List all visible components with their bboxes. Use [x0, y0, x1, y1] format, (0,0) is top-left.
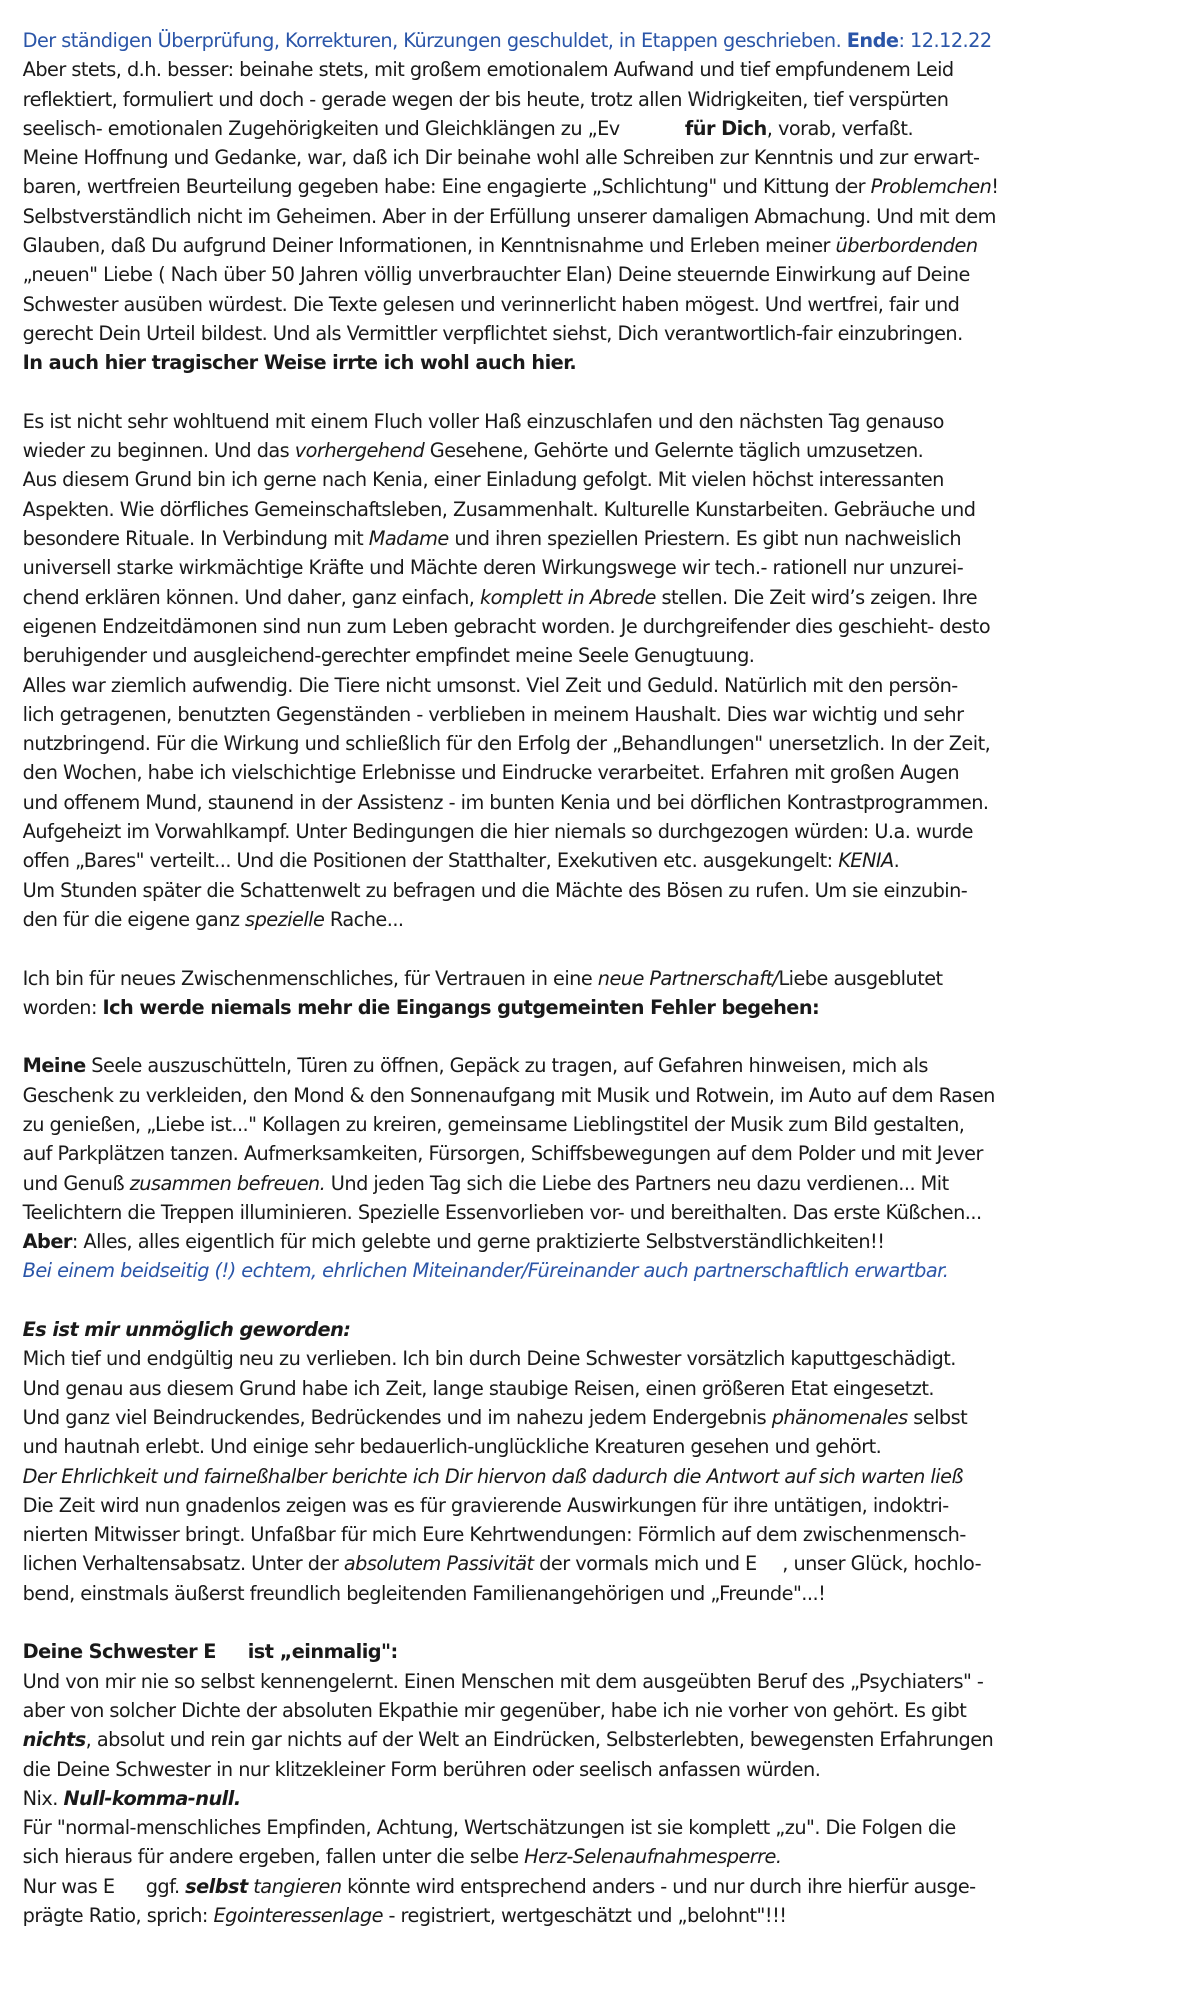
- text-span: Seele auszuschütteln, Türen zu öffnen, Gepäck zu tragen, auf Gefahren hinweisen, mich als: [85, 1054, 928, 1078]
- text-span: Gesehene, Gehörte und Gelernte täglich umzusetzen.: [424, 439, 924, 463]
- italic-span: spezielle: [245, 907, 325, 931]
- text-line: zu genießen, „Liebe ist..." Kollagen zu kreiren, gemeinsame Lieblingstitel der Musik zum Bild gestalten,: [22, 1112, 965, 1136]
- paragraph-unmoeglich: [23, 1315, 1173, 1608]
- italic-span: tangieren: [247, 1874, 342, 1898]
- italic-span: zusammen befreuen.: [129, 1171, 326, 1195]
- text-line: Teelichtern die Treppen illuminieren. Spezielle Essenvorlieben vor- und bereithalten. Das erste Küßchen...: [22, 1200, 982, 1224]
- text-span: Nix.: [22, 1786, 64, 1810]
- text-line: [23, 172, 1173, 201]
- text-line: Für "normal-menschliches Empfinden, Achtung, Wertschätzungen ist sie komplett „zu". Die Folgen die: [22, 1816, 956, 1840]
- text-line: Selbstverständlich nicht im Geheimen. Aber in der Erfüllung unserer damaligen Abmachung. Und mit dem: [22, 204, 996, 228]
- text-line: [23, 1403, 1173, 1432]
- text-span: baren, wertfreien Beurteilung gegeben habe: Eine engagierte „Schlichtung" und Kittung der: [22, 175, 871, 199]
- text-line: [23, 524, 1173, 553]
- text-line: die Deine Schwester in nur klitzekleiner Form berühren oder seelisch anfassen würden.: [22, 1757, 821, 1781]
- spacer: [23, 1286, 1173, 1315]
- bold-italic-span: Null-komma-null.: [63, 1786, 241, 1810]
- paragraph-intro: [23, 55, 1173, 377]
- text-span: - registriert, wertgeschätzt und „belohnt"!!!: [382, 1904, 787, 1927]
- text-span: offen „Bares" verteilt... Und die Positionen der Statthalter, Exekutiven etc. ausgekungelt:: [22, 849, 839, 873]
- text-line: [23, 436, 1173, 465]
- text-line: und offenem Mund, staunend in der Assistenz - im bunten Kenia und bei dörflichen Kontrastprogrammen.: [22, 790, 989, 814]
- text-span: sich hieraus für andere ergeben, fallen unter die selbe: [22, 1845, 525, 1869]
- text-span: und Genuß: [22, 1171, 130, 1195]
- text-line: [23, 1169, 1173, 1198]
- text-line: Schwester ausüben würdest. Die Texte gelesen und verinnerlicht haben mögest. Und wertfrei, fair und: [22, 292, 960, 316]
- text-line: [23, 1227, 1173, 1256]
- text-span: Rache...: [324, 907, 404, 931]
- bold-italic-span: selbst: [185, 1874, 248, 1898]
- text-line: Alles war ziemlich aufwendig. Die Tiere nicht umsonst. Viel Zeit und Geduld. Natürlich mit den persön-: [22, 673, 958, 697]
- text-line: [23, 846, 1173, 875]
- paragraph-meine-seele: [23, 1051, 1173, 1285]
- text-span: , vorab, verfaßt.: [766, 116, 914, 140]
- bold-span: für Dich: [678, 116, 767, 140]
- text-span: Liebe ausgeblutet: [778, 966, 943, 990]
- text-line: Und von mir nie so selbst kennengelernt. Einen Menschen mit dem ausgeübten Beruf des „Psychiaters" -: [22, 1669, 984, 1693]
- text-line: Aspekten. Wie dörfliches Gemeinschaftsleben, Zusammenhalt. Kulturelle Kunstarbeiten. Gebräuche und: [22, 497, 976, 521]
- text-line: Aufgeheizt im Vorwahlkampf. Unter Bedingungen die hier niemals so durchgezogen würden: U.a. wurde: [22, 820, 974, 844]
- blue-italic-line: Bei einem beidseitig (!) echtem, ehrlichen Miteinander/Füreinander auch partnerschaftlich erwartbar.: [22, 1259, 949, 1283]
- section-heading: [23, 1637, 1173, 1666]
- text-line: Geschenk zu verkleiden, den Mond & den Sonnenaufgang mit Musik und Rotwein, im Auto auf dem Rasen: [22, 1083, 995, 1107]
- text-line: Es ist nicht sehr wohltuend mit einem Fluch voller Haß einzuschlafen und den nächsten Tag genauso: [22, 409, 944, 433]
- italic-span: Madame: [368, 527, 449, 551]
- text-line: Aber stets, d.h. besser: beinahe stets, mit großem emotionalem Aufwand und tief empfundenem Leid: [22, 58, 954, 82]
- text-span: stellen. Die Zeit wird’s zeigen. Ihre: [655, 585, 978, 609]
- text-line: „neuen" Liebe ( Nach über 50 Jahren völlig unverbrauchter Elan) Deine steuernde Einwirkung auf Deine: [22, 263, 970, 287]
- text-line: nierten Mitwisser bringt. Unfaßbar für mich Eure Kehrtwendungen: Förmlich auf dem zwischenmensch-: [22, 1523, 966, 1547]
- text-line: auf Parkplätzen tanzen. Aufmerksamkeiten, Fürsorgen, Schiffsbewegungen auf dem Polder und mit Jever: [22, 1142, 983, 1166]
- text-span: wieder zu beginnen. Und das: [22, 439, 295, 463]
- spacer: [23, 1608, 1173, 1637]
- text-line: [23, 1901, 1173, 1930]
- text-line: bend, einstmals äußerst freundlich begleitenden Familienangehörigen und „Freunde"...!: [22, 1581, 826, 1605]
- paragraph-ausgeblutet: [23, 964, 1173, 1023]
- italic-span: Problemchen: [870, 175, 992, 199]
- text-line: reflektiert, formuliert und doch - gerade wegen der bis heute, trotz allen Widrigkeiten, tief verspürten: [22, 87, 949, 111]
- spacer: [23, 378, 1173, 407]
- text-line: [23, 993, 1173, 1022]
- italic-span: Herz-Selenaufnahmesperre.: [524, 1845, 782, 1869]
- italic-span: überbordenden: [835, 234, 978, 258]
- text-line: Meine Hoffnung und Gedanke, war, daß ich Dir beinahe wohl alle Schreiben zur Kenntnis und zur erwart-: [22, 146, 980, 170]
- italic-span: komplett in Abrede: [479, 585, 656, 609]
- text-line: [23, 1051, 1173, 1080]
- text-span: Nur was E: [22, 1874, 115, 1898]
- text-span: prägte Ratio, sprich:: [22, 1904, 214, 1927]
- text-line: Und genau aus diesem Grund habe ich Zeit, lange staubige Reisen, einen größeren Etat eingesetzt.: [22, 1376, 934, 1400]
- text-span: Ich bin für neues Zwischenmenschliches, für Vertrauen in eine: [22, 966, 598, 990]
- text-span: Und jeden Tag sich die Liebe des Partners neu dazu verdienen... Mit: [325, 1171, 949, 1195]
- text-line: und hautnah erlebt. Und einige sehr bedauerlich-unglückliche Kreaturen gesehen und gehört.: [22, 1435, 882, 1459]
- text-span: !: [991, 175, 999, 199]
- spacer: [23, 1022, 1173, 1051]
- text-span: Und ganz viel Beindruckendes, Bedrückendes und im nahezu jedem Endergebnis: [22, 1405, 772, 1429]
- text-span: seelisch- emotionalen Zugehörigkeiten und Gleichklängen zu „Ev: [22, 116, 620, 140]
- text-line: [23, 1549, 1173, 1578]
- text-line: [23, 583, 1173, 612]
- text-span: der vormals mich und E: [533, 1552, 757, 1576]
- text-line: lich getragenen, benutzten Gegenständen - verblieben in meinem Haushalt. Dies war wichtig und sehr: [22, 702, 964, 726]
- text-span: , absolut und rein gar nichts auf der Welt an Eindrücken, Selbsterlebten, bewegensten Erfahrungen: [85, 1728, 994, 1752]
- italic-span: neue Partnerschaft/: [597, 966, 779, 990]
- bold-span: Aber: [22, 1230, 72, 1254]
- text-line: den Wochen, habe ich vielschichtige Erlebnisse und Eindrucke verarbeitet. Erfahren mit großen Augen: [22, 761, 960, 785]
- text-span: und ihren speziellen Priestern. Es gibt nun nachweislich: [448, 527, 962, 551]
- text-span: selbst: [907, 1405, 968, 1429]
- text-line: Mich tief und endgültig neu zu verlieben. Ich bin durch Deine Schwester vorsätzlich kaputtgeschädigt.: [22, 1347, 956, 1371]
- text-line: [23, 905, 1173, 934]
- text-span: Glauben, daß Du aufgrund Deiner Informationen, in Kenntnisnahme und Erleben meiner: [22, 234, 836, 258]
- text-line: [23, 964, 1173, 993]
- italic-span: phänomenales: [771, 1405, 908, 1429]
- text-line: [23, 1842, 1173, 1871]
- text-line: beruhigender und ausgleichend-gerechter empfindet meine Seele Genugtuung.: [22, 644, 755, 668]
- italic-span: absolutem Passivität: [343, 1552, 534, 1576]
- text-span: worden:: [22, 995, 103, 1019]
- italic-span: vorhergehend: [294, 439, 425, 463]
- bold-italic-span: nichts: [22, 1728, 86, 1752]
- text-line: [23, 231, 1173, 260]
- text-span: ggf.: [140, 1874, 186, 1898]
- end-date: : 12.12.22: [898, 29, 992, 52]
- text-line: [23, 1784, 1173, 1813]
- text-span: lichen Verhaltensabsatz. Unter der: [22, 1552, 344, 1576]
- text-line: gerecht Dein Urteil bildest. Und als Vermittler verpflichtet siehst, Dich verantwortlich-fair einzubringen.: [22, 321, 963, 345]
- paragraph-kenia: [23, 407, 1173, 934]
- bold-span: Ich werde niemals mehr die Eingangs gutgemeinten Fehler begehen:: [102, 995, 820, 1019]
- text-line: [23, 1872, 1173, 1901]
- text-span: : Alles, alles eigentlich für mich gelebte und gerne praktizierte Selbstverständlichkeiten!!: [71, 1230, 885, 1254]
- text-line: aber von solcher Dichte der absoluten Ekpathie mir gegenüber, habe ich nie vorher von gehört. Es gibt: [22, 1698, 967, 1722]
- text-span: Deine Schwester E: [22, 1640, 216, 1664]
- header-line: [23, 26, 1173, 55]
- paragraph-schwester: [23, 1637, 1173, 1930]
- text-span: chend erklären können. Und daher, ganz einfach,: [22, 585, 480, 609]
- italic-line: Der Ehrlichkeit und fairneßhalber berichte ich Dir hiervon daß dadurch die Antwort auf sich warten ließ: [22, 1464, 964, 1488]
- bold-span: Meine: [22, 1054, 86, 1078]
- text-span: könnte wird entsprechend anders - und nur durch ihre hierfür ausge-: [341, 1874, 976, 1898]
- end-label: Ende: [846, 29, 899, 52]
- text-line: [23, 1725, 1173, 1754]
- text-span: den für die eigene ganz: [22, 907, 246, 931]
- text-line: Die Zeit wird nun gnadenlos zeigen was es für gravierende Auswirkungen für ihre untätigen, indoktri-: [22, 1493, 949, 1517]
- italic-span: Egointeressenlage: [213, 1904, 383, 1927]
- text-span: .: [893, 849, 900, 873]
- text-span: besondere Rituale. In Verbindung mit: [22, 527, 369, 551]
- text-line: [23, 114, 1173, 143]
- text-span: ist „einmalig":: [241, 1640, 398, 1664]
- text-line: eigenen Endzeitdämonen sind nun zum Leben gebracht worden. Je durchgreifender dies geschieht- desto: [22, 614, 991, 638]
- text-line: nutzbringend. Für die Wirkung und schließlich für den Erfolg der „Behandlungen" unersetzlich. In der Zeit,: [22, 732, 991, 756]
- header-text: Der ständigen Überprüfung, Korrekturen, Kürzungen geschuldet, in Etappen geschrieben.: [22, 29, 847, 52]
- text-span: , unser Glück, hochlo-: [782, 1552, 982, 1576]
- text-line: universell starke wirkmächtige Kräfte und Mächte deren Wirkungswege wir tech.- rationell nur unzurei-: [22, 556, 964, 580]
- section-heading: Es ist mir unmöglich geworden:: [22, 1318, 351, 1342]
- italic-span: KENIA: [838, 849, 894, 873]
- text-line: Aus diesem Grund bin ich gerne nach Kenia, einer Einladung gefolgt. Mit vielen höchst interessanten: [22, 468, 944, 492]
- bold-line: In auch hier tragischer Weise irrte ich wohl auch hier.: [22, 351, 577, 375]
- text-line: Um Stunden später die Schattenwelt zu befragen und die Mächte des Bösen zu rufen. Um sie einzubin-: [22, 878, 968, 902]
- spacer: [23, 934, 1173, 963]
